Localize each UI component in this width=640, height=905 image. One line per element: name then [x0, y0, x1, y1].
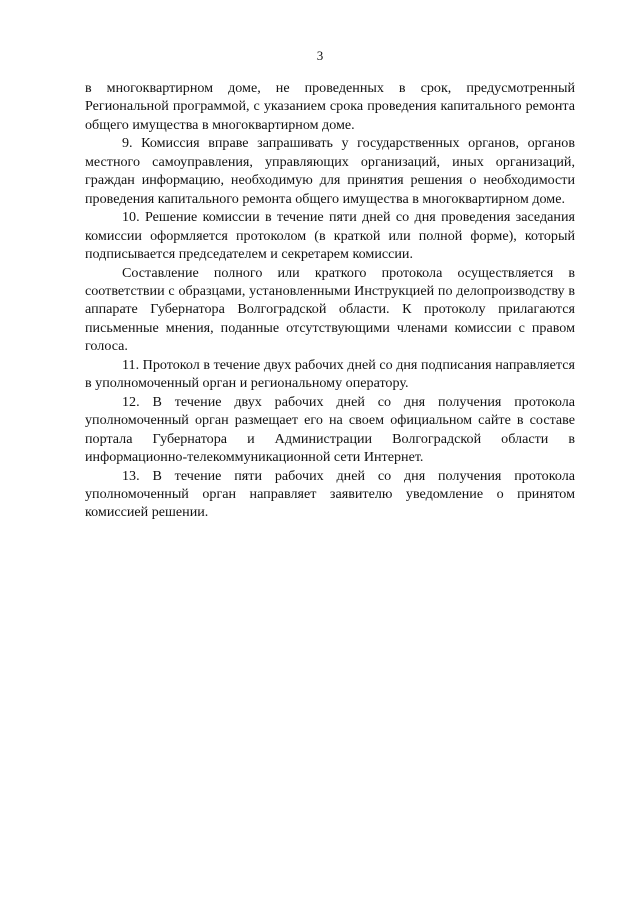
document-body: [85, 79, 575, 522]
paragraph-item-11: 11. Протокол в течение двух рабочих дней со дня подписания направляется в уполномоченный орган и региональному оператору.: [85, 356, 575, 392]
paragraph-item-12: 12. В течение двух рабочих дней со дня получения протокола уполномоченный орган размещает его на своем официальном сайте в составе портала Губернатора и Администрации Волгоградской области в информационно-телекоммуникационной сети Интернет.: [85, 393, 575, 466]
paragraph-item-13: 13. В течение пяти рабочих дней со дня получения протокола уполномоченный орган направляет заявителю уведомление о принятом комиссией решении.: [85, 467, 575, 521]
paragraph-protocol-compilation: Составление полного или краткого протокола осуществляется в соответствии с образцами, установленными Инструкцией по делопроизводству в аппарате Губернатора Волгоградской области. К протоколу прилагаются письменные мнения, поданные отсутствующими членами комиссии с правом голоса.: [85, 264, 575, 355]
paragraph-item-10: 10. Решение комиссии в течение пяти дней со дня проведения заседания комиссии оформляется протоколом (в краткой или полной форме), который подписывается председателем и секретарем комиссии.: [85, 209, 575, 263]
page-number: 3: [316, 48, 324, 63]
paragraph-continuation: в многоквартирном доме, не проведенных в срок, предусмотренный Региональной программой, с указанием срока проведения капитального ремонта общего имущества в многоквартирном доме.: [85, 80, 575, 133]
paragraph-item-9: 9. Комиссия вправе запрашивать у государственных органов, органов местного самоуправления, управляющих организаций, иных организаций, граждан информацию, необходимую для принятия решения о необходимости проведения капитального ремонта общего имущества в многоквартирном доме.: [85, 135, 575, 207]
